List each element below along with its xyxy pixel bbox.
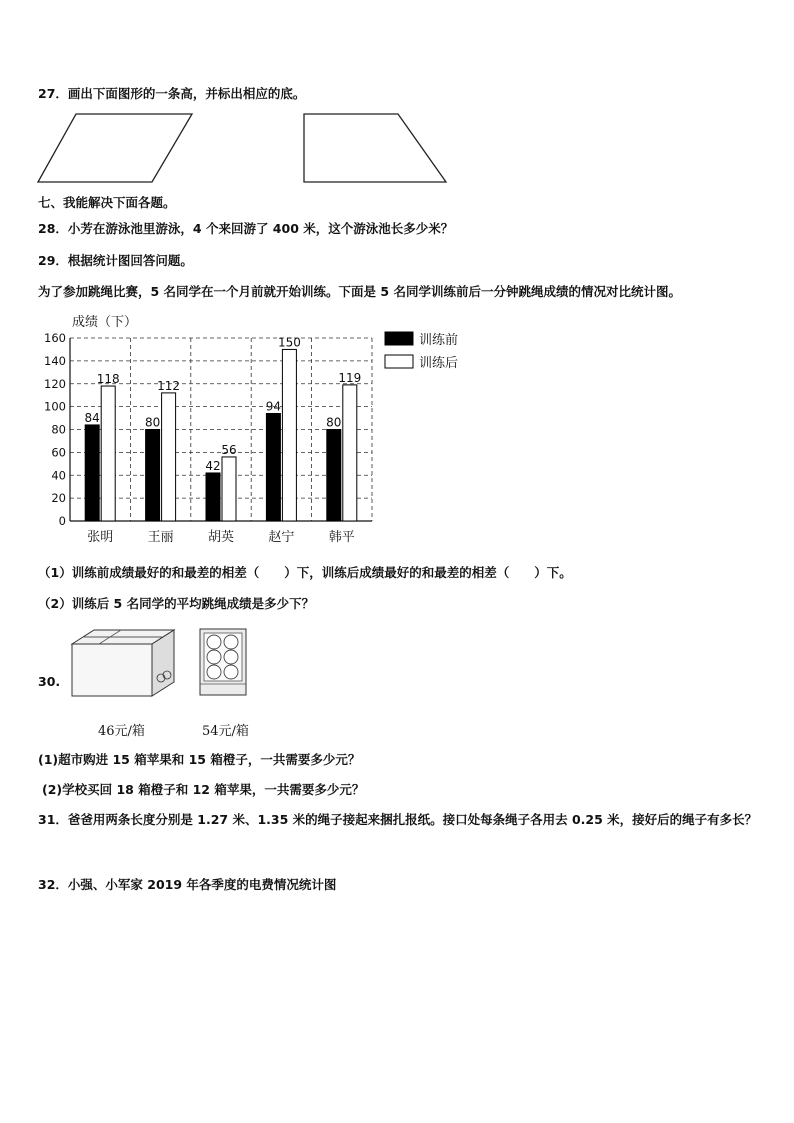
question-29-sub2: （2）训练后 5 名同学的平均跳绳成绩是多少下？ bbox=[38, 596, 315, 611]
bar-before bbox=[146, 430, 160, 522]
bar-value-label: 150 bbox=[277, 335, 301, 350]
x-tick-label: 赵宁 bbox=[268, 530, 295, 545]
question-29-sub1: （1）训练前成绩最好的和最差的相差（ ）下，训练后成绩最好的和最差的相差（ ）下。 bbox=[38, 565, 572, 580]
bar-chart bbox=[40, 310, 480, 550]
apple-price: 46元/箱 bbox=[98, 724, 145, 739]
section-heading: 七、我能解决下面各题。 bbox=[38, 195, 176, 210]
y-tick-label: 20 bbox=[51, 491, 66, 506]
y-tick-label: 140 bbox=[44, 353, 66, 368]
y-axis-label: 成绩（下） bbox=[72, 315, 138, 330]
bar-after bbox=[101, 386, 115, 521]
bar-before bbox=[206, 473, 220, 521]
bar-value-label: 80 bbox=[326, 415, 342, 430]
bar-value-label: 94 bbox=[265, 399, 282, 414]
bar-value-label: 119 bbox=[338, 370, 362, 385]
trapezoid-figure bbox=[302, 112, 450, 186]
question-32: 32．小强、小军家 2019 年各季度的电费情况统计图 bbox=[38, 877, 337, 892]
legend-swatch-after bbox=[385, 355, 413, 368]
bar-value-label: 42 bbox=[205, 458, 221, 473]
bar-after bbox=[343, 385, 357, 521]
legend-label: 训练前 bbox=[419, 333, 459, 348]
question-29: 29．根据统计图回答问题。 bbox=[38, 253, 193, 268]
bar-before bbox=[266, 413, 280, 521]
y-tick-label: 160 bbox=[44, 331, 66, 345]
bar-value-label: 112 bbox=[157, 378, 181, 393]
bar-value-label: 118 bbox=[96, 372, 120, 387]
bar-before bbox=[85, 425, 99, 521]
question-31: 31．爸爸用两条长度分别是 1.27 米、1.35 米的绳子接起来捆扎报纸。接口处每条绳子各用去 0.25 米，接好后的绳子有多长？ bbox=[38, 812, 758, 827]
bar-after bbox=[162, 393, 176, 521]
legend-swatch-before bbox=[385, 332, 413, 345]
bar-value-label: 56 bbox=[221, 442, 237, 457]
parallelogram-figure bbox=[36, 112, 196, 186]
y-tick-label: 40 bbox=[51, 468, 66, 483]
question-28: 28．小芳在游泳池里游泳，4 个来回游了 400 米，这个游泳池长多少米？ bbox=[38, 221, 454, 236]
y-tick-label: 80 bbox=[51, 422, 66, 437]
bar-before bbox=[327, 430, 341, 522]
x-tick-label: 王丽 bbox=[147, 530, 174, 545]
question-30-sub2: (2)学校买回 18 箱橙子和 12 箱苹果，一共需要多少元？ bbox=[42, 782, 365, 797]
bar-after bbox=[282, 349, 296, 521]
question-30-sub1: (1)超市购进 15 箱苹果和 15 箱橙子，一共需要多少元？ bbox=[38, 752, 361, 767]
question-27: 27．画出下面图形的一条高，并标出相应的底。 bbox=[38, 86, 306, 101]
bar-value-label: 80 bbox=[144, 415, 161, 430]
orange-box-image bbox=[196, 626, 252, 700]
bar-value-label: 84 bbox=[84, 410, 100, 425]
legend-label: 训练后 bbox=[419, 356, 459, 371]
question-29-intro: 为了参加跳绳比赛，5 名同学在一个月前就开始训练。下面是 5 名同学训练前后一分钟跳绳成绩的情况对比统计图。 bbox=[38, 284, 681, 299]
orange-price: 54元/箱 bbox=[202, 724, 249, 739]
y-tick-label: 0 bbox=[58, 514, 66, 528]
y-tick-label: 100 bbox=[44, 399, 66, 414]
x-tick-label: 张明 bbox=[87, 530, 114, 545]
x-tick-label: 韩平 bbox=[328, 530, 355, 545]
x-tick-label: 胡英 bbox=[207, 530, 235, 545]
apple-box-image bbox=[66, 626, 176, 704]
y-tick-label: 120 bbox=[44, 376, 66, 391]
y-tick-label: 60 bbox=[51, 445, 66, 460]
question-30-number: 30. bbox=[38, 674, 61, 689]
bar-after bbox=[222, 457, 236, 521]
